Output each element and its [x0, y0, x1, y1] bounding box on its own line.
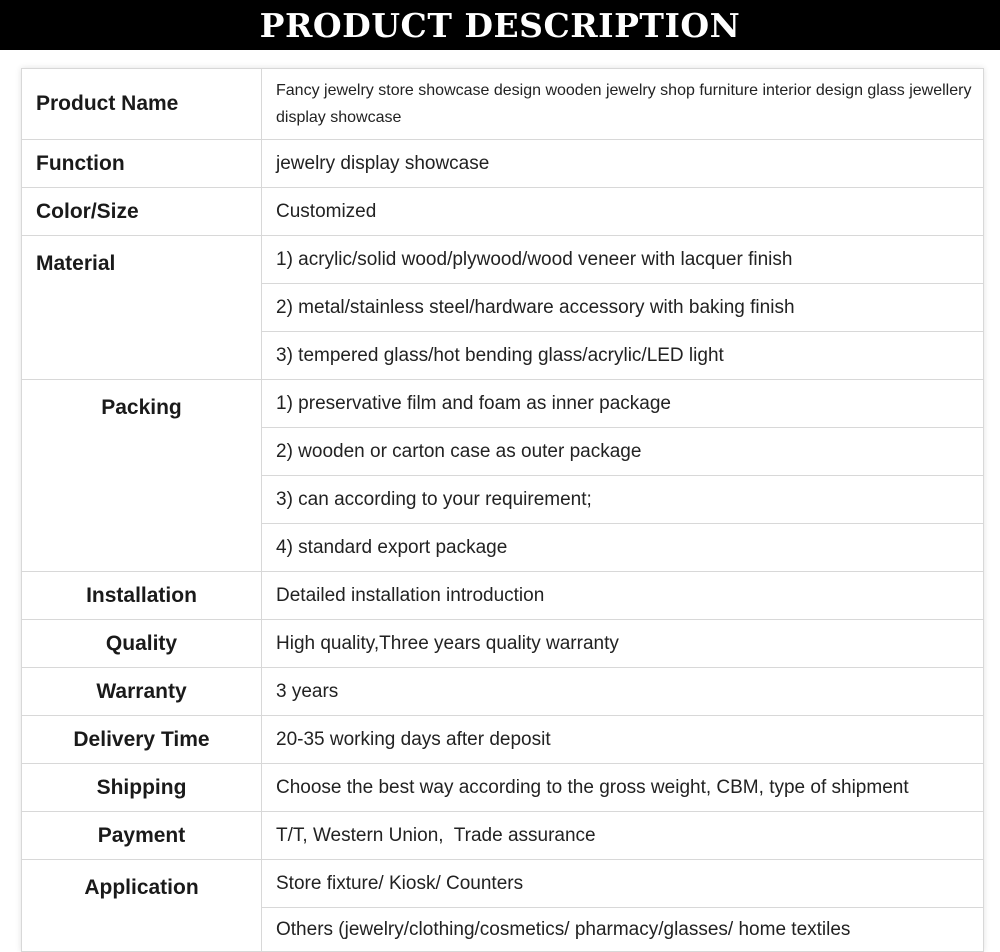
row-value-product-name: Fancy jewelry store showcase design wooden jewelry shop furniture interior design glass jewellery display showcase: [262, 69, 984, 140]
row-label-payment: Payment: [22, 812, 262, 860]
row-value-color-size: Customized: [262, 188, 984, 236]
table-row-packing: [22, 380, 984, 428]
row-label-warranty: Warranty: [22, 668, 262, 716]
row-label-function: Function: [22, 140, 262, 188]
table-row-application: [22, 860, 984, 908]
row-label-application: Application: [22, 860, 262, 952]
table-row-function: [22, 140, 984, 188]
row-value-payment: T/T, Western Union, Trade assurance: [262, 812, 984, 860]
row-value-packing-2: 2) wooden or carton case as outer package: [262, 428, 984, 476]
row-label-material: Material: [22, 236, 262, 380]
page-title: PRODUCT DESCRIPTION: [259, 5, 741, 45]
row-value-packing-4: 4) standard export package: [262, 524, 984, 572]
table-row-material: [22, 236, 984, 284]
table-row-installation: [22, 572, 984, 620]
row-label-product-name: Product Name: [22, 69, 262, 140]
table-row-color-size: [22, 188, 984, 236]
row-value-delivery-time: 20-35 working days after deposit: [262, 716, 984, 764]
row-label-color-size: Color/Size: [22, 188, 262, 236]
row-value-warranty: 3 years: [262, 668, 984, 716]
row-label-shipping: Shipping: [22, 764, 262, 812]
row-value-material-2: 2) metal/stainless steel/hardware accessory with baking finish: [262, 284, 984, 332]
table-row-payment: [22, 812, 984, 860]
table-row-shipping: [22, 764, 984, 812]
table-row-product-name: [22, 69, 984, 140]
row-value-packing-3: 3) can according to your requirement;: [262, 476, 984, 524]
header-banner: [0, 0, 1000, 50]
table-row-quality: [22, 620, 984, 668]
row-value-function: jewelry display showcase: [262, 140, 984, 188]
row-value-quality: High quality,Three years quality warranty: [262, 620, 984, 668]
table-row-delivery-time: [22, 716, 984, 764]
row-label-delivery-time: Delivery Time: [22, 716, 262, 764]
row-label-packing: Packing: [22, 380, 262, 572]
row-value-installation: Detailed installation introduction: [262, 572, 984, 620]
table-row-warranty: [22, 668, 984, 716]
row-value-application-1: Store fixture/ Kiosk/ Counters: [262, 860, 984, 908]
row-value-shipping: Choose the best way according to the gross weight, CBM, type of shipment: [262, 764, 984, 812]
row-value-material-1: 1) acrylic/solid wood/plywood/wood veneer with lacquer finish: [262, 236, 984, 284]
row-value-packing-1: 1) preservative film and foam as inner package: [262, 380, 984, 428]
row-value-material-3: 3) tempered glass/hot bending glass/acrylic/LED light: [262, 332, 984, 380]
row-value-application-2: Others (jewelry/clothing/cosmetics/ pharmacy/glasses/ home textiles: [262, 908, 984, 952]
product-spec-table: [21, 68, 984, 952]
row-label-quality: Quality: [22, 620, 262, 668]
row-label-installation: Installation: [22, 572, 262, 620]
